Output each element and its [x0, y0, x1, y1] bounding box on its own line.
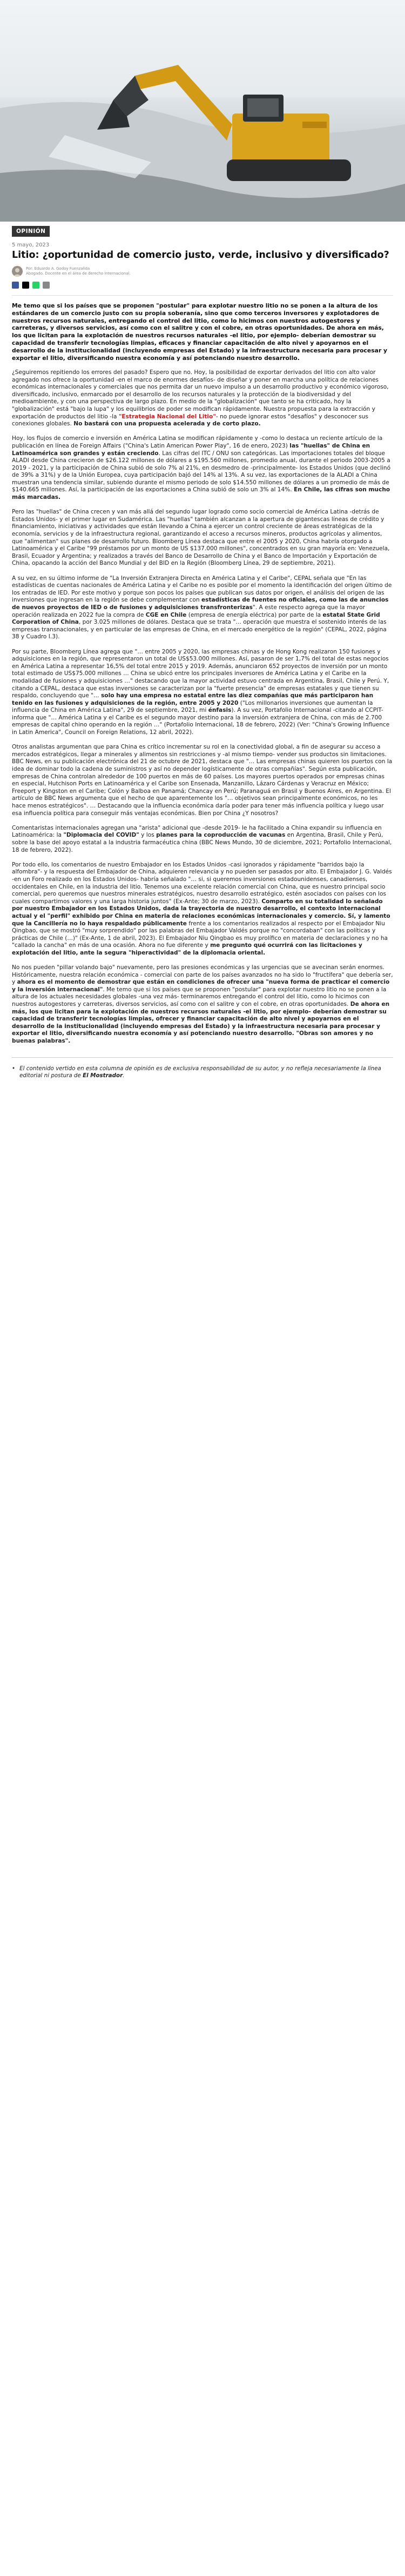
emphasis-text: ahora es el momento de demostrar que están en condiciones de ofrecer una "nueva forma de practicar el comercio y la inversión internacional" [12, 979, 390, 993]
publish-date: 5 mayo, 2023 [12, 242, 50, 248]
paragraph [12, 744, 393, 817]
text-run: frente a los comentarios realizados al respecto por el Embajador Niu Qingbao, que se mostró "muy sorprendido" por las palabras del Embajador Valdés porque no "concordaban" con las políticas y prácticas de Chile (…)" (Ex-Ante, 1 de abril, 2023). El Embajador Niu Qingbao es muy prolífico en materia de declaraciones y no ha "callado la cancha" en más de una ocasión. Ahora no fue diferente y [12, 920, 388, 949]
whatsapp-icon[interactable] [32, 282, 39, 289]
facebook-icon[interactable] [12, 282, 19, 289]
text-run: ". A este respecto agrega que la mayor operación realizada en 2022 fue la compra de [12, 604, 365, 618]
text-run: Hoy, los flujos de comercio e inversión en América Latina se modifican rápidamente y -como lo destaca un reciente artículo de la publicación en línea de Foreign Affairs ("China's Latin American Power Play", 16 de enero, 2023) [12, 435, 383, 449]
author-bio: Abogado. Docente en el área de derecho Internacional. [26, 271, 131, 276]
emphasis-text: De ahora en más, los que licitan para la explotación de nuestros recursos naturales -el litio, por ejemplo- deberían demostrar su capacidad de transferir tecnologías limpias, ofrecer y financiar capacitación de alto nivel y apoyarnos en el desarrollo de la institucionalidad (incluyendo empresas del Estado) y la infraestructura necesaria para procesar y exportar el litio, diversificando nuestra economía y así potenciando nuestro desarrollo. "Obras son amores y no buenas palabras". [12, 1001, 390, 1044]
text-run: ). A su vez, Portafolio Internacional -citando al CCPIT- informa que "… América Latina y el Caribe es el segundo mayor destino para la inversión extranjera de China, con más de 2.700 empresas de capital chino operando en la región …" (Portafolio Internacional, 18 de febrero, 2022) (Ver: "China's Growing Influence in Latin America", Council on Foreign Relations, 12 abril, 2022). [12, 707, 390, 736]
paragraph [12, 369, 393, 428]
article-title: Litio: ¿oportunidad de comercio justo, verde, inclusivo y diversificado? [12, 250, 389, 261]
section-tag[interactable]: OPINIÓN [12, 226, 50, 237]
emphasis-text: "Diplomacia del COVID" [63, 832, 139, 839]
text-run: El contenido vertido en esta columna de opinión es de exclusiva responsabilidad de su autor, y no refleja necesariamente la línea editorial ni postura de [19, 1065, 381, 1079]
emphasis-text: planes para la coproducción de vacunas [156, 832, 286, 839]
text-run: Pero las "huellas" de China crecen y van más allá del segundo lugar logrado como socio comercial de América Latina -detrás de Estados Unidos- y el primer lugar en Sudamérica. Las "huellas" también alcanzan a la apertura de gigantescas líneas de crédito y financiamiento, iniciativas y actividades que están llevando a China a ejercer un control creciente de áreas estratégicas de la economía, servicios y de la infraestructura regional, garantizando el acceso a recursos mineros, productos agrícolas y alimentos, que "alimentan" sus planes de desarrollo futuro. Bloomberg Línea destaca que entre el 2005 y 2020, China habría otorgado a Latinoamérica y el Caribe "99 préstamos por un monto de US $137.000 millones", concentrados en su gran mayoría en: Venezuela, Brasil, Ecuador y Argentina; y realizados a través del Banco de Desarrollo de China y el Banco de Importación y Exportación de China, opacando la acción del Banco Mundial y del BID en la Región (Bloomberg Línea, 29 de septiembre, 2021). [12, 509, 390, 567]
article-body [12, 369, 393, 1045]
emphasis-text: CGE en Chile [145, 611, 187, 618]
text-run: ("Los millonarios inversiones que aumentan la influencia de China en América Latina", 29 de septiembre, 2021, mi [12, 699, 373, 714]
excavator-photo [0, 0, 405, 222]
emphasis-text: me pregunto qué ocurrirá con las licitaciones y explotación del litio, ante la segura "hiperactividad" de la diplomacia oriental. [12, 942, 362, 956]
bullet-icon: • [12, 1065, 16, 1072]
user-icon [12, 266, 23, 277]
disclaimer [12, 1057, 393, 1080]
paragraph [12, 575, 393, 641]
text-run: No nos pueden "pillar volando bajo" nuevamente, pero las presiones económicas y las urgencias que se avecinan serán enormes. Históricamente, nuestra relación económica - comercial con parte de los países avanzados no ha sido lo "fructífera" que debería ser, y [12, 964, 393, 986]
emphasis-text: énfasis [208, 707, 232, 714]
article [0, 222, 405, 1080]
emphasis-text: solo hay una empresa no estatal entre las diez compañías que más participaron han tenido en las fusiones y adquisiciones de la región, entre 2005 y 2020 [12, 692, 374, 706]
text-run: y los [139, 832, 157, 839]
emphasis-text: No bastará con una propuesta acelerada y de corto plazo. [73, 421, 261, 428]
text-run: (empresa de energía eléctrica) por parte de la [186, 611, 323, 618]
paragraph [12, 964, 393, 1045]
author-avatar[interactable] [12, 266, 23, 277]
hero-image [0, 0, 405, 222]
text-run: - no puede ignorar estos "desafíos" y desconocer sus conexiones globales. [12, 413, 368, 428]
article-lead: Me temo que si los países que se proponen "postular" para explotar nuestro litio no se ponen a la altura de los estándares de un comercio justo con su propia soberanía, sino que como terceros inversores y explotadores de nuestros recursos naturales, entregando el control del litio, como lo hicimos con nuestros autogestores y carreteras, y diversos servicios, así como con el salitre y con el cobre, en otras oportunidades. De ahora en más, los que licitan para la explotación de nuestros recursos naturales -el litio, por ejemplo- deberían demostrar su capacidad de transferir tecnologías limpias, eficaces y financiar capacitación de alto nivel y apoyarnos en el desarrollo de la institucionalidad (incluyendo empresas del Estado) y la infraestructura necesaria para procesar y exportar el litio, diversificando nuestra economía y así potenciando nuestro desarrollo. [12, 302, 388, 362]
disclaimer-text [19, 1065, 393, 1080]
author-block [12, 266, 393, 277]
text-run: Por su parte, Bloomberg Línea agrega que "… entre 2005 y 2020, las empresas chinas y de Hong Kong realizaron 150 fusiones y adquisiciones en la región, que representaron un total de US$53.000 millones. Así, pasaron de ser 1,7% del total de estas negocios en América Latina a representar 16,5% del total entre 2015 y 2019. Además, anunciaron 652 proyectos de inversión por un monto total estimado de US$75.000 millones … China se ubicó entre los principales inversores de América Latina y el Caribe en la modalidad de fusiones y adquisiciones …" destacando que la mayor actividad estuvo centrada en Argentina, Brasil, Chile y Perú. Y, citando a CEPAL, destaca que estas inversiones se caracterizan por la "fuerte presencia" de empresas estatales y que tienen su respaldo, concluyendo que "… [12, 648, 389, 699]
paragraph [12, 509, 393, 568]
text-run: . Las cifras del ITC / ONU son categóricas. Las importaciones totales del bloque ALADI desde China crecieron de $26.122 millones de dólares a $195.560 millones, promedio anual, durante el periodo 2003-2005 a 2019 - 2021, y la participación de China subió de solo 7% al 21%, en desmedro de -principalmente- los Estados Unidos (que declinó de 39% a 31%) y de la Unión Europea, cuya participación bajó del 14% al 13%. A su vez, las exportaciones de la ALADI a China muestran una tendencia similar, subiendo durante el mismo periodo de solo $14.550 millones de dólares a un promedio de más de $140.665 millones. Así, la participación de las exportaciones a China subió de solo un 3% al 14%. [12, 450, 391, 493]
emphasis-text: En Chile, las cifras son mucho más marcadas. [12, 486, 390, 501]
text-run: Otros analistas argumentan que para China es crítico incrementar su rol en la conectividad global, a fin de asegurar su acceso a mercados estratégicos, llegar a minerales y alimentos sin restricciones y -al mismo tiempo- vender sus productos sin limitaciones. BBC News, en su publicación electrónica del 21 de octubre de 2021, destaca que "… Las empresas chinas quieren los puertos con la idea de dominar todo la cadena de suministros y así no depender logísticamente de otras compañías". Según esta publicación, empresas de China controlan alrededor de 100 puertos en más de 60 países. Los mayores puertos operados por empresas chinas en especial, Hutchison Ports en Latinoamérica y el Caribe son Ensenada, Manzanillo, Lázaro Cárdenas y Veracruz en México; Freeport y Kingston en el Caribe; Colón y Balboa en Panamá; Chancay en Perú; Paranaguá en Brasil y Buenos Aires, en Argentina. El artículo de BBC News argumenta que el hecho de que aparentemente los "… objetivos sean principalmente económicos, no les hace menos estratégicos". … Destacando que la influencia económica daría poder para tener más influencia política y luego usar esa influencia política para conseguir más ventajas económicas. Bien por China ¿Y nosotros? [12, 744, 393, 817]
author-name[interactable]: Por: Eduardo A. Godoy Fuenzalida [26, 266, 90, 271]
text-run: A su vez, en su último informe de "La Inversión Extranjera Directa en América Latina y el Caribe", CEPAL señala que "En las estadísticas de cuentas nacionales de América Latina y el Caribe no es posible por el momento la identificación del origen último de los entradas de IED. Por este motivo y porque son pocos los países que publican sus datos por origen, el análisis del origen de las inversiones que ingresan en la región se debe complementar con [12, 575, 392, 604]
paragraph [12, 862, 393, 957]
emphasis-text: Comparto en su totalidad lo señalado por nuestro Embajador en los Estados Unidos, dada la trayectoria de nuestro desarrollo, el contexto internacional actual y el "perfil" exhibido por China en materia de relaciones económicas internacionales y comercio. Sí, y lamento que la Cancillería no lo haya respaldado públicamente [12, 898, 390, 927]
paragraph [12, 649, 393, 737]
emphasis-text: estatal State Grid Corporation of China [12, 611, 380, 626]
text-run: Comentaristas internacionales agregan una "arista" adicional que -desde 2019- le ha facilitado a China expandir su influencia en Latinoamérica: la [12, 824, 382, 839]
text-run: Por todo ello, los comentarios de nuestro Embajador en los Estados Unidos -casi ignorados y rápidamente "barridos bajo la alfombra"- y la respuesta del Embajador de China, adquieren relevancia y no pueden ser pasados por alto. El Embajador J. G. Valdés -en un Foro realizado en los Estados Unidos- habría señalado "… si, si queremos inversiones estadounidenses, canadienses, occidentales en Chile, en la industria del litio. Tenemos una excelente relación comercial con China, que es nuestro principal socio comercial, pero queremos que nuestros minerales estratégicos, nuestro desarrollo estratégico, estén asociados con países con los cuales compartimos valores y una larga historia juntos" (Ex-Ante; 30 de marzo, 2023). [12, 861, 392, 905]
share-bar [12, 282, 393, 289]
paragraph [12, 825, 393, 854]
text-run: en Argentina, Brasil, Chile y Perú, sobre la base del apoyo estatal a la industria farmacéutica china (BBC News Mundo, 30 de diciembre, 2021; Portafolio Internacional, 18 de febrero, 2022). [12, 832, 392, 853]
emphasis-text: "Estrategia Nacional del Litio" [118, 413, 216, 420]
publication-name: El Mostrador [83, 1072, 123, 1079]
text-run: . [123, 1072, 125, 1079]
text-run: ¿Seguiremos repitiendo los errores del pasado? Espero que no. Hoy, la posibilidad de exportar derivados del litio con alto valor agregado nos ofrece la oportunidad -en el marco de enormes desafíos- de diseñar y poner en marcha una política de relaciones económicas internacionales y comerciales que nos permita dar un nuevo impulso a un desarrollo productivo y económico vigoroso, diversificado, inclusivo, enmarcado por el desarrollo de los recursos naturales y la protección de la biodiversidad y del medioambiente, y con una perspectiva de largo plazo. En medio de la "globalización" que tanto se ha criticado, hoy la "globalización" está "bajo la lupa" y los equilibrios de poder se modifican rápidamente. Nuestra propuesta para la extracción y exportación de productos del litio -la [12, 369, 389, 420]
email-icon[interactable] [43, 282, 50, 289]
x-icon[interactable] [22, 282, 29, 289]
text-run: , por 3.025 millones de dólares. Destaca que se trata "… operación que muestra el sostenido interés de las empresas transnacionales, y en particular de las empresas de China, en el mercado energético de la región" (CEPAL, 2022, página 38 y Cuadro I.3). [12, 619, 387, 640]
divider [12, 295, 393, 296]
emphasis-text: estadísticas de fuentes no oficiales, como las de anuncios de nuevos proyectos de IED o de fusiones y adquisiciones transfronterizas [12, 597, 389, 611]
paragraph [12, 435, 393, 501]
emphasis-text: las "huellas" de China en Latinoamérica son grandes y están creciendo [12, 442, 370, 457]
text-run: . Me temo que si los países que se proponen "postular" para explotar nuestro litio no se ponen a la altura de los actuales necesidades globales -una vez más- terminaremos entregando el control del litio, como lo hicimos con nuestros autogestores y carreteras, diversos servicios, así como con el salitre y con el cobre, en otras oportunidades. [12, 986, 387, 1008]
